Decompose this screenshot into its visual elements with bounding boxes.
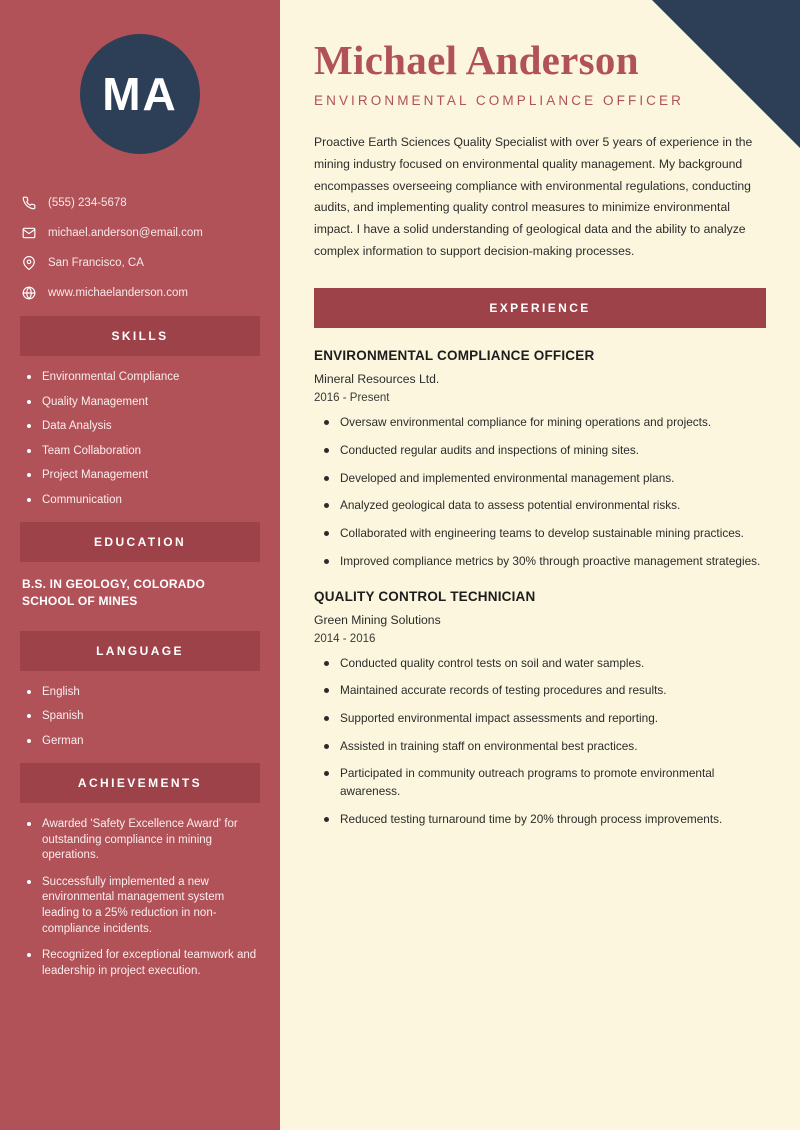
job-company: Mineral Resources Ltd.	[314, 372, 440, 387]
page-title: Michael Anderson	[314, 37, 639, 83]
list-item: Supported environmental impact assessments and reporting.	[320, 710, 766, 728]
skills-list	[20, 370, 260, 508]
list-item: Developed and implemented environmental management plans.	[320, 470, 766, 488]
job-title: ENVIRONMENTAL COMPLIANCE OFFICER	[314, 348, 595, 364]
list-item: Recognized for exceptional teamwork and leadership in project execution.	[24, 948, 260, 979]
skills-heading: SKILLS	[20, 316, 260, 356]
list-item: Conducted quality control tests on soil and water samples.	[320, 655, 766, 673]
language-heading: LANGUAGE	[20, 631, 260, 671]
list-item: Analyzed geological data to assess potential environmental risks.	[320, 497, 766, 515]
list-item: Improved compliance metrics by 30% through proactive management strategies.	[320, 553, 766, 571]
list-item: Participated in community outreach programs to promote environmental awareness.	[320, 765, 766, 800]
sidebar	[0, 0, 280, 1130]
list-item: Data Analysis	[24, 419, 260, 435]
contact-list	[20, 196, 260, 300]
job-bullet-list	[314, 414, 766, 570]
list-item: Successfully implemented a new environmental management system leading to a 25% reduction in non-compliance incidents.	[24, 875, 260, 937]
contact-website	[22, 286, 260, 300]
contact-email	[22, 226, 260, 240]
list-item: Quality Management	[24, 395, 260, 411]
summary-paragraph: Proactive Earth Sciences Quality Specialist with over 5 years of experience in the mining industry focused on environmental quality management. My background encompasses overseeing compliance with environmental regulations, conducting audits, and implementing quality control measures to minimize environmental impact. I have a solid understanding of geological data and the ability to analyze complex information to support decision-making processes.	[314, 135, 753, 258]
contact-phone	[22, 196, 260, 210]
contact-phone-text: (555) 234-5678	[48, 197, 127, 209]
list-item: Collaborated with engineering teams to develop sustainable mining practices.	[320, 525, 766, 543]
contact-location	[22, 256, 260, 270]
education-heading: EDUCATION	[20, 522, 260, 562]
list-item: Maintained accurate records of testing procedures and results.	[320, 682, 766, 700]
list-item: Reduced testing turnaround time by 20% through process improvements.	[320, 811, 766, 829]
globe-icon	[22, 286, 48, 300]
list-item: Environmental Compliance	[24, 370, 260, 386]
envelope-icon	[22, 226, 48, 240]
avatar: MA	[80, 34, 200, 154]
list-item: Conducted regular audits and inspections of mining sites.	[320, 442, 766, 460]
list-item: Communication	[24, 493, 260, 509]
list-item: Awarded 'Safety Excellence Award' for outstanding compliance in mining operations.	[24, 817, 260, 864]
location-pin-icon	[22, 256, 48, 270]
experience-heading: EXPERIENCE	[314, 288, 766, 328]
job-role-subtitle: ENVIRONMENTAL COMPLIANCE OFFICER	[314, 93, 684, 109]
job-dates: 2016 - Present	[314, 392, 390, 405]
achievements-list	[20, 817, 260, 979]
contact-website-text: www.michaelanderson.com	[48, 287, 188, 299]
job-title: QUALITY CONTROL TECHNICIAN	[314, 588, 536, 604]
job-bullet-list	[314, 655, 766, 829]
list-item: English	[24, 685, 260, 701]
contact-location-text: San Francisco, CA	[48, 257, 144, 269]
education-entry: B.S. IN GEOLOGY, COLORADO SCHOOL OF MINES	[22, 577, 206, 609]
avatar-wrapper	[20, 34, 260, 154]
achievements-heading: ACHIEVEMENTS	[20, 763, 260, 803]
contact-email-text: michael.anderson@email.com	[48, 227, 203, 239]
main-content	[280, 0, 800, 1130]
experience-entry	[314, 589, 766, 829]
list-item: Spanish	[24, 709, 260, 725]
list-item: Assisted in training staff on environmental best practices.	[320, 738, 766, 756]
job-dates: 2014 - 2016	[314, 632, 376, 645]
list-item: Project Management	[24, 468, 260, 484]
job-company: Green Mining Solutions	[314, 612, 441, 627]
list-item: Team Collaboration	[24, 444, 260, 460]
phone-icon	[22, 196, 48, 210]
list-item: Oversaw environmental compliance for mining operations and projects.	[320, 414, 766, 432]
language-list	[20, 685, 260, 750]
experience-entry	[314, 348, 766, 570]
list-item: German	[24, 734, 260, 750]
